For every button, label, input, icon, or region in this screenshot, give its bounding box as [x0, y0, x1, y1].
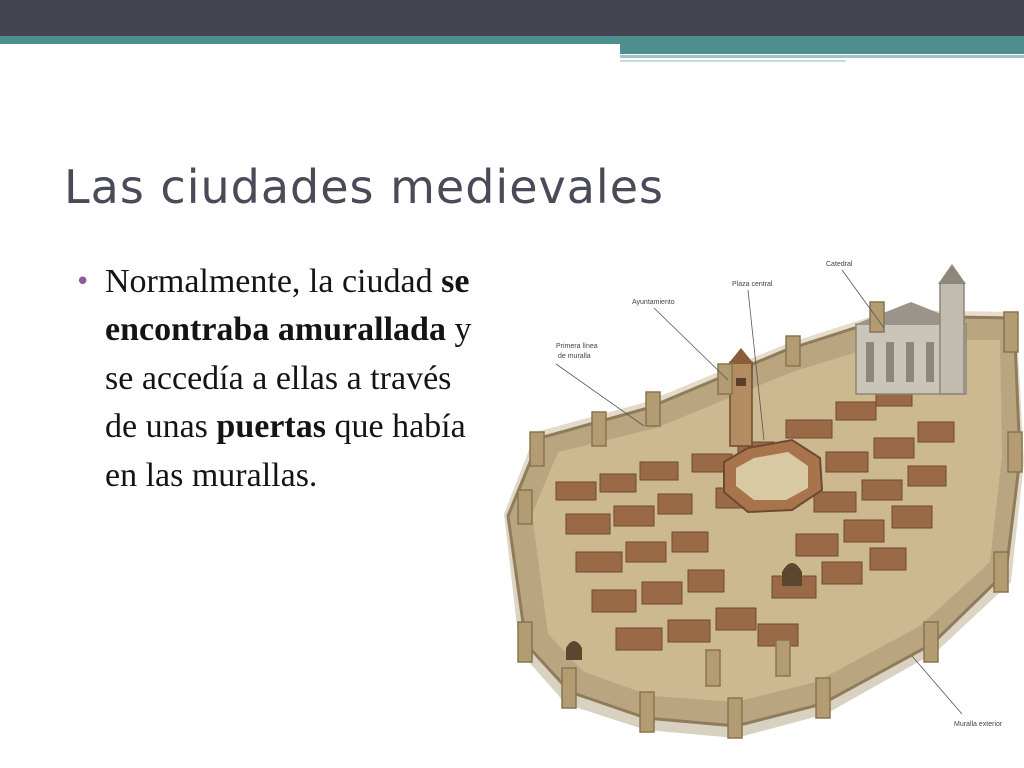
bullet-dot-icon: •	[75, 267, 91, 297]
bullet-item	[72, 258, 472, 500]
label-muralla-exterior: Muralla exterior	[954, 721, 1003, 728]
label-de-muralla: de muralla	[558, 353, 591, 360]
label-ayuntamiento: Ayuntamiento	[632, 299, 675, 306]
top-stripe-tail	[620, 44, 1024, 64]
bullet-text-2: y se accedía a ellas a través de unas	[105, 311, 472, 446]
slide-title: Las ciudades medievales	[64, 160, 664, 214]
top-dark-band	[0, 0, 1024, 36]
medieval-city-illustration	[496, 252, 1024, 748]
label-primera-linea: Primera línea	[556, 343, 598, 350]
top-teal-stripe	[0, 36, 1024, 44]
top-decorative-bar	[0, 0, 1024, 36]
bullet-bold-1: se encontraba amurallada	[105, 263, 470, 349]
bullet-bold-2: puertas	[216, 408, 326, 446]
label-catedral: Catedral	[826, 261, 853, 268]
bullet-text-3: que había en las murallas.	[105, 408, 466, 494]
bullet-list	[72, 258, 472, 500]
label-plaza-central: Plaza central	[732, 281, 773, 288]
town-hall-tower	[728, 348, 754, 446]
bullet-text-1: Normalmente, la ciudad	[105, 263, 442, 300]
